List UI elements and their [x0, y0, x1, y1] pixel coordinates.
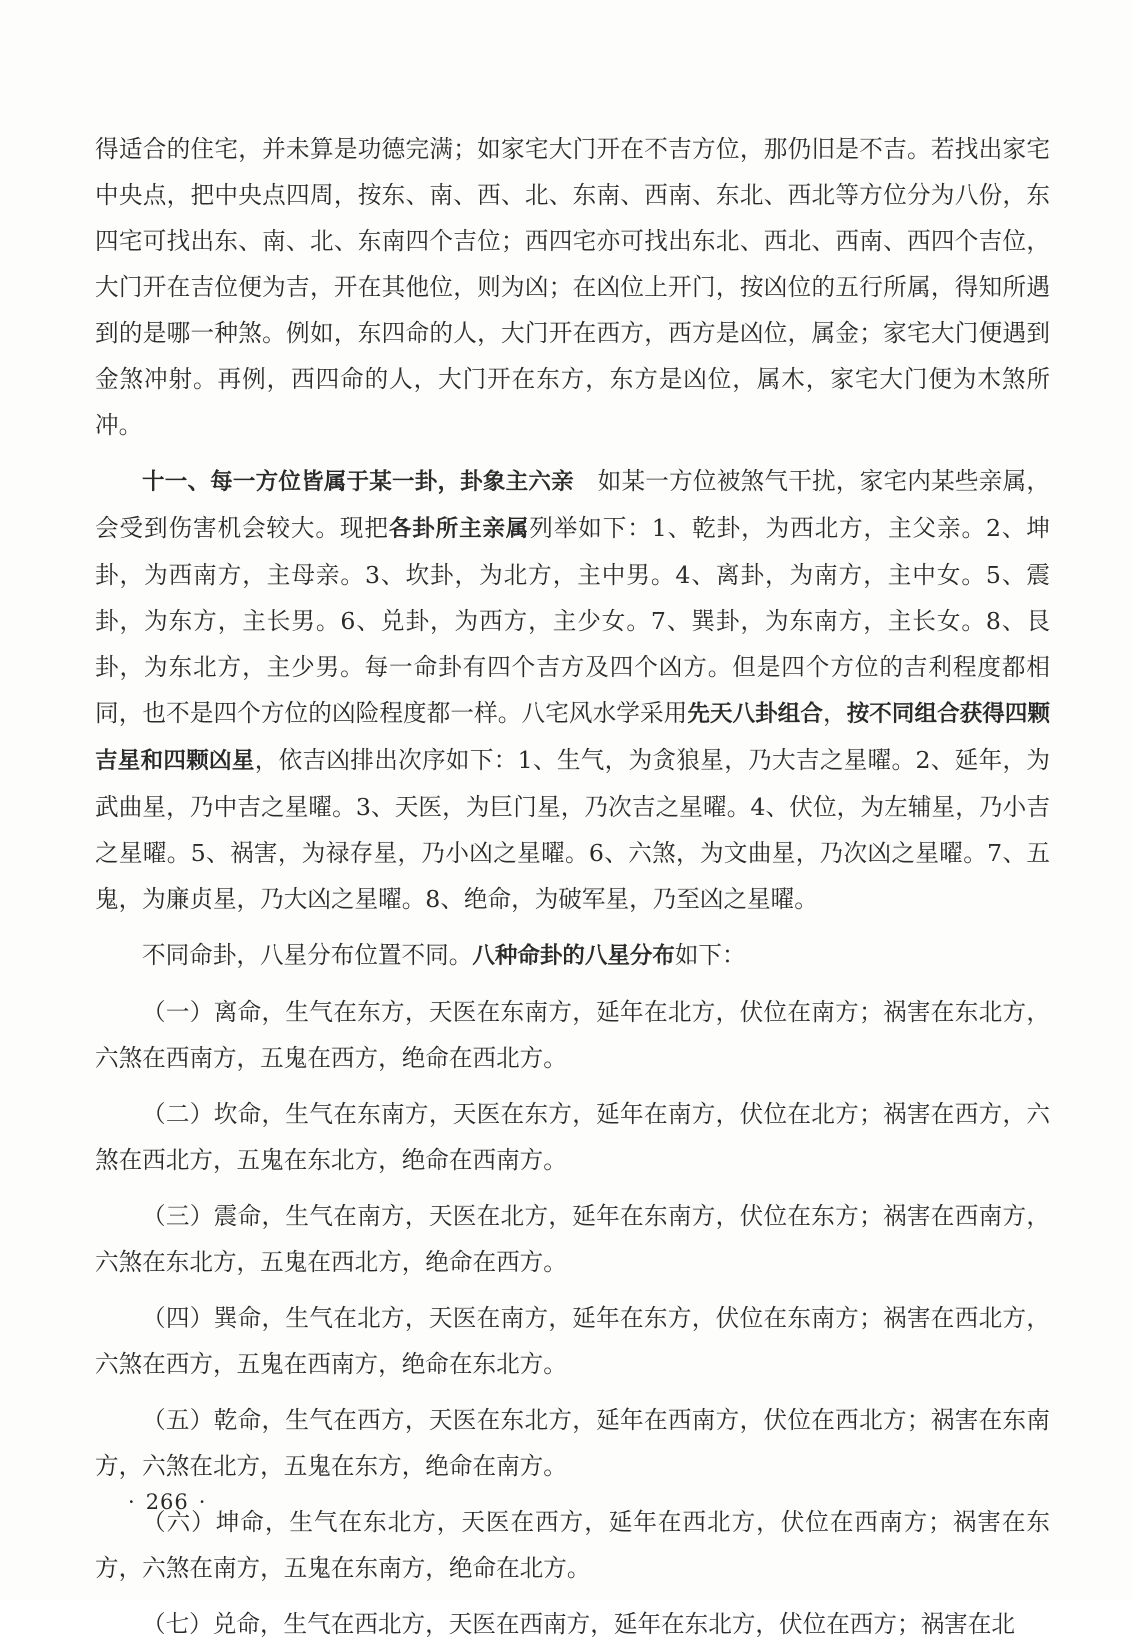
- body-text-run: （一）离命，生气在东方，天医在东南方，延年在北方，伏位在南方；祸害在东北方，六煞在西南方，五鬼在西方，绝命在西北方。: [95, 998, 1050, 1072]
- page-number-value: 266: [145, 1490, 189, 1514]
- body-text-run: ，依吉凶排出次序如下：1、生气，为贪狼星，乃大吉之星曜。2、延年，为武曲星，乃中吉之星曜。3、天医，为巨门星，乃次吉之星曜。4、伏位，为左辅星，乃小吉之星曜。5、祸害，为禄存星，乃小凶之星曜。6、六煞，为文曲星，乃次凶之星曜。7、五鬼，为廉贞星，乃大凶之星曜。8、绝命，为破军星，乃至凶之星曜。: [95, 746, 1050, 913]
- body-text-run: 不同命卦，八星分布位置不同。: [142, 941, 473, 969]
- paragraph: [95, 1295, 1050, 1387]
- body-text-run: 如下：: [674, 941, 746, 969]
- paragraph: [95, 1193, 1050, 1285]
- body-text-run: （七）兑命，生气在西北方，天医在西南方，延年在东北方，伏位在西方；祸害在北: [142, 1610, 1015, 1638]
- paragraph: [95, 126, 1050, 448]
- paragraph: [95, 1397, 1050, 1489]
- page-number-dot-right: ·: [198, 1490, 207, 1514]
- body-text-run: ，: [822, 699, 847, 727]
- bold-heading-text: 十一、每一方位皆属于某一卦，卦象主六亲: [142, 469, 574, 495]
- body-text-run: （六）坤命，生气在东北方，天医在西方，延年在西北方，伏位在西南方；祸害在东方，六煞在南方，五鬼在东南方，绝命在北方。: [95, 1508, 1050, 1582]
- bold-heading-text: 各卦所主亲属: [388, 516, 530, 542]
- paragraph: [95, 932, 1050, 979]
- page-number: [118, 1490, 216, 1514]
- body-text-run: 如某一方位被煞气干扰，家宅内某些亲属，会受到伤害机会较大。现把: [95, 467, 1050, 542]
- paragraph: [95, 1499, 1050, 1591]
- body-text-run: （五）乾命，生气在西方，天医在东北方，延年在西南方，伏位在西北方；祸害在东南方，六煞在北方，五鬼在东方，绝命在南方。: [95, 1406, 1050, 1480]
- paragraph: [95, 989, 1050, 1081]
- bold-heading-text: 先天八卦组合: [687, 701, 823, 727]
- bold-heading-text: 按不同组合获得四颗吉星和四颗凶星: [95, 701, 1050, 774]
- body-text-run: 列举如下：1、乾卦，为西北方，主父亲。2、坤卦，为西南方，主母亲。3、坎卦，为北方，主中男。4、离卦，为南方，主中女。5、震卦，为东方，主长男。6、兑卦，为西方，主少女。7、巽卦，为东南方，主长女。8、艮卦，为东北方，主少男。每一命卦有四个吉方及四个凶方。但是四个方位的吉利程度都相同，也不是四个方位的凶险程度都一样。八宅风水学采用: [95, 514, 1050, 727]
- body-text-run: 得适合的住宅，并未算是功德完满；如家宅大门开在不吉方位，那仍旧是不吉。若找出家宅中央点，把中央点四周，按东、南、西、北、东南、西南、东北、西北等方位分为八份，东四宅可找出东、南、北、东南四个吉位；西四宅亦可找出东北、西北、西南、西四个吉位，大门开在吉位便为吉，开在其他位，则为凶；在凶位上开门，按凶位的五行所属，得知所遇到的是哪一种煞。例如，东四命的人，大门开在西方，西方是凶位，属金；家宅大门便遇到金煞冲射。再例，西四命的人，大门开在东方，东方是凶位，属木，家宅大门便为木煞所冲。: [95, 135, 1050, 439]
- body-text-run: （二）坎命，生气在东南方，天医在东方，延年在南方，伏位在北方；祸害在西方，六煞在西北方，五鬼在东北方，绝命在西南方。: [95, 1100, 1050, 1174]
- body-text-run: （三）震命，生气在南方，天医在北方，延年在东南方，伏位在东方；祸害在西南方，六煞在东北方，五鬼在西北方，绝命在西方。: [95, 1202, 1050, 1276]
- paragraph: [95, 1601, 1050, 1647]
- body-text-run: （四）巽命，生气在北方，天医在南方，延年在东方，伏位在东南方；祸害在西北方，六煞在西方，五鬼在西南方，绝命在东北方。: [95, 1304, 1050, 1378]
- paragraph: [95, 458, 1050, 922]
- page-number-dot-left: ·: [128, 1490, 136, 1514]
- bold-heading-text: 八种命卦的八星分布: [472, 943, 675, 969]
- paragraph: [95, 1091, 1050, 1183]
- body-text: [95, 126, 1050, 1647]
